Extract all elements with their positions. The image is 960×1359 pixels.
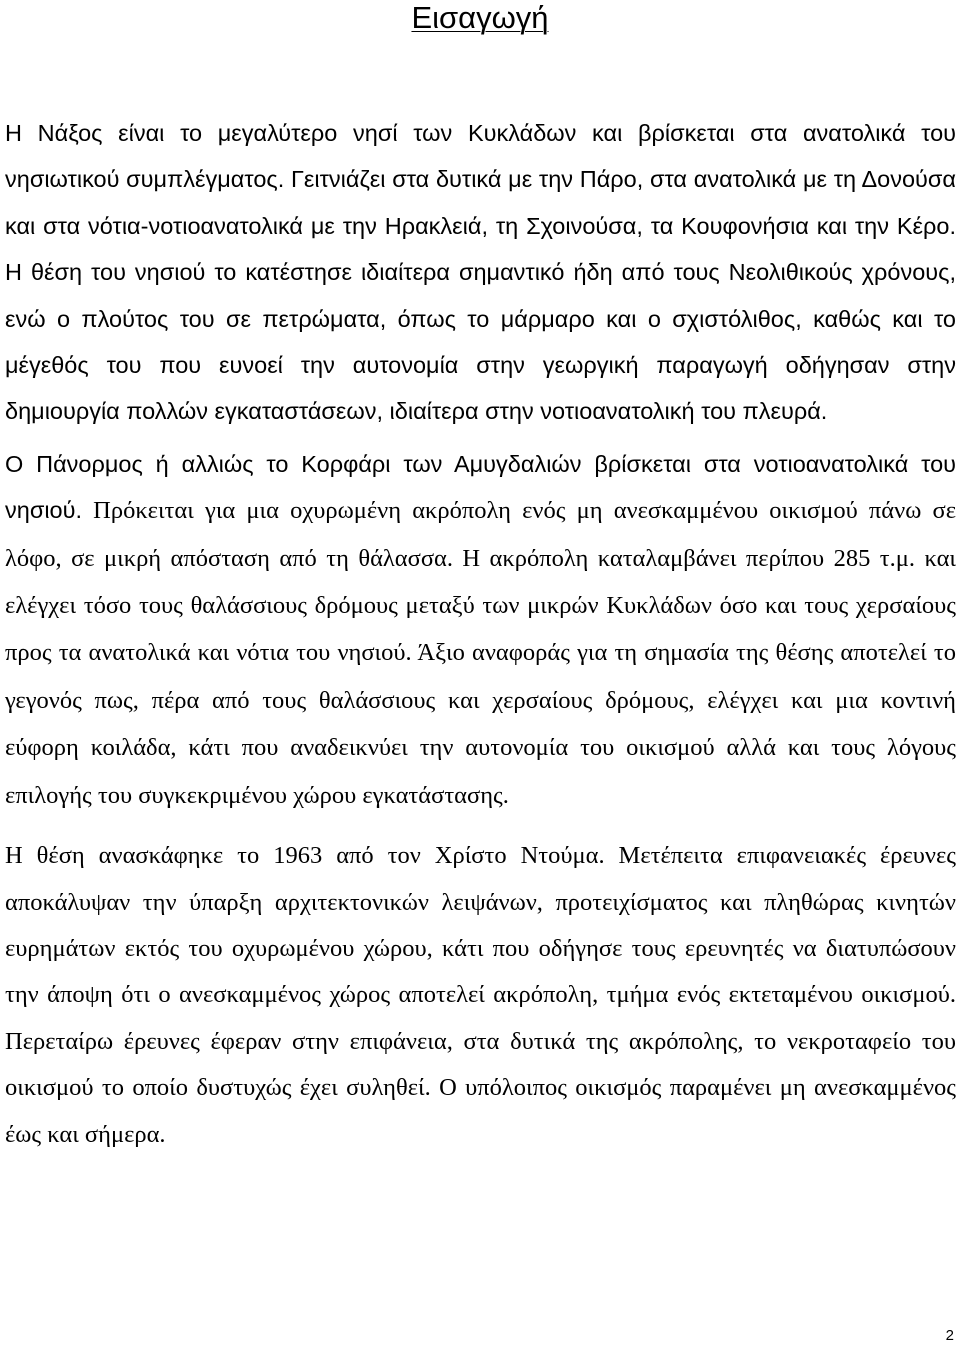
paragraph-panormos-body: Πρόκειται για μια οχυρωμένη ακρόπολη ενός μη ανεσκαμμένου οικισμού πάνω σε λόφο, σε μικρή απόσταση από τη θάλασσα. Η ακρόπολη καταλαμβάνει περίπου 285 τ.μ. και ελέγχει τόσο τους θαλάσσιους δρόμους μεταξύ των μικρών Κυκλάδων όσο και τους χερσαίους προς τα ανατολικά και νότια του νησιού. Άξιο αναφοράς για τη σημασία της θέσης αποτελεί το γεγονός πως, πέρα από τους θαλάσσιους και χερσαίους δρόμους, ελέγχει και μια κοντινή εύφορη κοιλάδα, κάτι που αναδεικνύει την αυτονομία του οικισμού αλλά και τους λόγους επιλογής του συγκεκριμένου χώρου εγκατάστασης. xyxy=(5,497,956,809)
body-text xyxy=(5,110,956,1158)
paragraph-panormos xyxy=(5,441,956,819)
paragraph-intro: Η Νάξος είναι το μεγαλύτερο νησί των Κυκλάδων και βρίσκεται στα ανατολικά του νησιωτικού συμπλέγματος. Γειτνιάζει στα δυτικά με την Πάρο, στα ανατολικά με τη Δονούσα και στα νότια-νοτιοανατολικά με την Ηρακλειά, τη Σχοινούσα, τα Κουφονήσια και την Κέρο. Η θέση του νησιού το κατέστησε ιδιαίτερα σημαντικό ήδη από τους Νεολιθικούς χρόνους, ενώ ο πλούτος του σε πετρώματα, όπως το μάρμαρο και ο σχιστόλιθος, καθώς και το μέγεθός του που ευνοεί την αυτονομία στην γεωργική παραγωγή οδήγησαν στην δημιουργία πολλών εγκαταστάσεων, ιδιαίτερα στην νοτιοανατολική του πλευρά. xyxy=(5,120,956,425)
paragraph-panormos-opening: Ο Πάνορμος ή αλλιώς το Κορφάρι των Αμυγδαλιών βρίσκεται στα νοτιοανατολικά του νησιού. xyxy=(5,450,956,524)
paragraph-excavation: Η θέση ανασκάφηκε το 1963 από τον Χρίστο Ντούμα. Μετέπειτα επιφανειακές έρευνες αποκάλυψαν την ύπαρξη αρχιτεκτονικών λειψάνων, προτειχίσματος και πληθώρας κινητών ευρημάτων εκτός του οχυρωμένου χώρου, κάτι που οδήγησε τους ερευνητές να διατυπώσουν την άποψη ότι ο ανεσκαμμένος χώρος αποτελεί ακρόπολη, τμήμα ενός εκτεταμένου οικισμού. Περεταίρω έρευνες έφεραν στην επιφάνεια, στα δυτικά της ακρόπολης, το νεκροταφείο του οικισμού το οποίο δυστυχώς έχει συληθεί. Ο υπόλοιπος οικισμός παραμένει μη ανεσκαμμένος έως και σήμερα. xyxy=(5,842,956,1148)
page-number: 2 xyxy=(945,1327,954,1344)
section-heading: Εισαγωγή xyxy=(411,0,549,35)
